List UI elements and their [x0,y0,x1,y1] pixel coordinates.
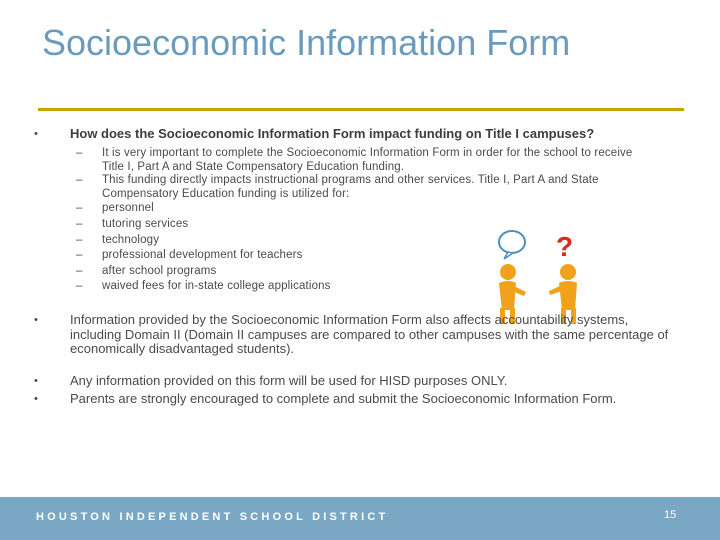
page-number: 15 [664,509,677,521]
bullet-marker: • [34,375,38,387]
dash-marker: – [76,174,83,186]
title-divider [38,108,684,111]
bullet-text: Any information provided on this form will be used for HISD purposes ONLY. [70,373,508,388]
sub-item: – waived fees for in-state college applications [76,280,331,292]
dash-marker: – [76,234,83,246]
bullet-text: Parents are strongly encouraged to complete and submit the Socioeconomic Information Form. [70,391,617,406]
dash-marker: – [76,218,83,230]
question-bullet: • [34,128,38,140]
question-heading: How does the Socioeconomic Information Form impact funding on Title I campuses? [70,126,595,141]
people-talking-icon [482,222,600,326]
sub-item: – technology [76,234,160,246]
dash-marker: – [76,280,83,292]
sub-item: – professional development for teachers [76,249,303,261]
sub-item: – tutoring services [76,218,189,230]
sub-item: – This funding directly impacts instructional programs and other services. Title I, Part A and State Compensatory Education funding is utilized for: [76,174,599,200]
sub-item: – after school programs [76,265,217,277]
footer-organization: HOUSTON INDEPENDENT SCHOOL DISTRICT [36,511,389,523]
illustration [482,222,600,326]
dash-marker: – [76,202,83,214]
bullet-marker: • [34,314,38,326]
dash-marker: – [76,265,83,277]
dash-marker: – [76,147,83,159]
slide-title: Socioeconomic Information Form [42,22,571,63]
sub-item: – personnel [76,202,154,214]
dash-marker: – [76,249,83,261]
bullet-marker: • [34,393,38,405]
footer-bar [0,497,720,540]
bullet-text: Information provided by the Socioeconomic Information Form also affects accountability systems, including Domain II (Domain II campuses are compared to other campuses with the same percentage of economically disadvantaged students). [70,312,669,356]
svg-text:?: ? [556,231,574,262]
sub-item: – It is very important to complete the Socioeconomic Information Form in order for the school to receive Title I, Part A and State Compensatory Education funding. [76,147,633,173]
